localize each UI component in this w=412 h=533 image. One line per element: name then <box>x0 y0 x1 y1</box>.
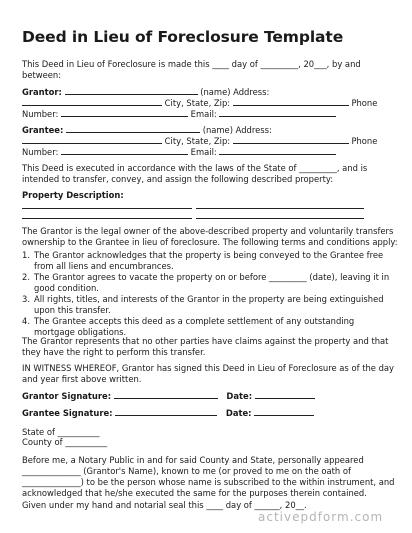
witness-line-2: and year first above written. <box>22 374 142 384</box>
property-description-heading: Property Description: <box>22 190 124 200</box>
grantor-phone-field[interactable] <box>61 109 188 117</box>
notary-given-line: Given under my hand and notarial seal this ____ day of ______, 20__. <box>22 500 307 510</box>
notary-line-2: ______________ (Grantor's Name), known to me (or proved to me on the oath of <box>22 466 351 476</box>
terms-list <box>22 250 389 338</box>
term-item: 4. The Grantee accepts this deed as a complete settlement of any outstanding mortgage obligations. <box>22 316 355 337</box>
executed-line-1: This Deed is executed in accordance with the laws of the State of _________, and is <box>22 163 368 173</box>
executed-line-2: intended to transfer, convey, and assign the following described property: <box>22 174 334 184</box>
grantor-name-address-label: (name) Address: <box>200 87 270 97</box>
notary-line-3: ______________) to be the person whose name is subscribed to the within instrument, and <box>22 477 395 487</box>
grantee-number-label: Number: <box>22 147 59 157</box>
grantor-line-2 <box>22 98 377 109</box>
represent-line-1: The Grantor represents that no other parties have claims against the property and that <box>22 336 389 346</box>
legal-owner-line-2: ownership to the Grantee in lieu of foreclosure. The following terms and conditions apply: <box>22 237 398 247</box>
grantor-address-field[interactable] <box>22 98 162 106</box>
grantee-city-label: City, State, Zip: <box>164 136 231 146</box>
notary-county: County of __________ <box>22 437 108 447</box>
grantor-name-field[interactable] <box>65 87 198 95</box>
grantee-signature-field[interactable] <box>115 408 217 416</box>
notary-state: State of __________ <box>22 427 100 437</box>
grantee-date-label: Date: <box>225 408 252 418</box>
grantor-line-3 <box>22 109 336 120</box>
notary-line-1: Before me, a Notary Public in and for said County and State, personally appeared <box>22 455 364 465</box>
grantee-signature-label: Grantee Signature: <box>22 408 113 418</box>
grantee-line-3 <box>22 147 336 158</box>
property-line-2a[interactable] <box>22 218 192 219</box>
grantee-city-field[interactable] <box>233 136 349 144</box>
grantee-address-field[interactable] <box>22 136 162 144</box>
grantee-email-label: Email: <box>190 147 217 157</box>
grantor-number-label: Number: <box>22 109 59 119</box>
grantee-phone-label: Phone <box>351 136 378 146</box>
term-item: 3. All rights, titles, and interests of the Grantor in the property are being extinguished upon this transfer. <box>22 294 384 315</box>
grantor-label: Grantor: <box>22 87 62 97</box>
grantor-date-label: Date: <box>226 391 253 401</box>
grantee-phone-field[interactable] <box>61 147 188 155</box>
grantee-line-2 <box>22 136 377 147</box>
grantor-signature-field[interactable] <box>114 391 218 399</box>
watermark: activepdform.com <box>258 510 384 524</box>
property-line-2b[interactable] <box>196 218 364 219</box>
grantor-signature-label: Grantor Signature: <box>22 391 112 401</box>
grantee-signature-row <box>22 408 314 419</box>
grantor-signature-row <box>22 391 315 402</box>
document-title: Deed in Lieu of Foreclosure Template <box>22 28 344 46</box>
grantor-city-field[interactable] <box>233 98 349 106</box>
grantor-email-field[interactable] <box>219 109 336 117</box>
notary-line-4: acknowledged that he/she executed the same for the purposes therein contained. <box>22 488 367 498</box>
term-item: 2. The Grantor agrees to vacate the property on or before _________ (date), leaving it in good condition. <box>22 272 390 293</box>
term-item: 1. The Grantor acknowledges that the property is being conveyed to the Grantee free from all liens and encumbrances. <box>22 250 384 271</box>
grantor-phone-label: Phone <box>351 98 378 108</box>
grantor-city-label: City, State, Zip: <box>164 98 231 108</box>
legal-owner-line-1: The Grantor is the legal owner of the above-described property and voluntarily transfers <box>22 226 394 236</box>
grantor-line-1 <box>22 87 269 98</box>
grantee-name-field[interactable] <box>66 125 200 133</box>
grantee-line-1 <box>22 125 272 136</box>
intro-line-2: between: <box>22 70 62 80</box>
grantee-label: Grantee: <box>22 125 64 135</box>
grantor-email-label: Email: <box>190 109 217 119</box>
property-line-1a[interactable] <box>22 208 192 209</box>
grantee-date-field[interactable] <box>254 408 314 416</box>
grantee-name-address-label: (name) Address: <box>202 125 272 135</box>
grantor-date-field[interactable] <box>255 391 315 399</box>
represent-line-2: they have the right to perform this transfer. <box>22 347 206 357</box>
intro-line-1: This Deed in Lieu of Foreclosure is made this ____ day of _________, 20___, by and <box>22 59 361 69</box>
grantee-email-field[interactable] <box>219 147 336 155</box>
property-line-1b[interactable] <box>196 208 364 209</box>
witness-line-1: IN WITNESS WHEREOF, Grantor has signed this Deed in Lieu of Foreclosure as of the day <box>22 363 395 373</box>
